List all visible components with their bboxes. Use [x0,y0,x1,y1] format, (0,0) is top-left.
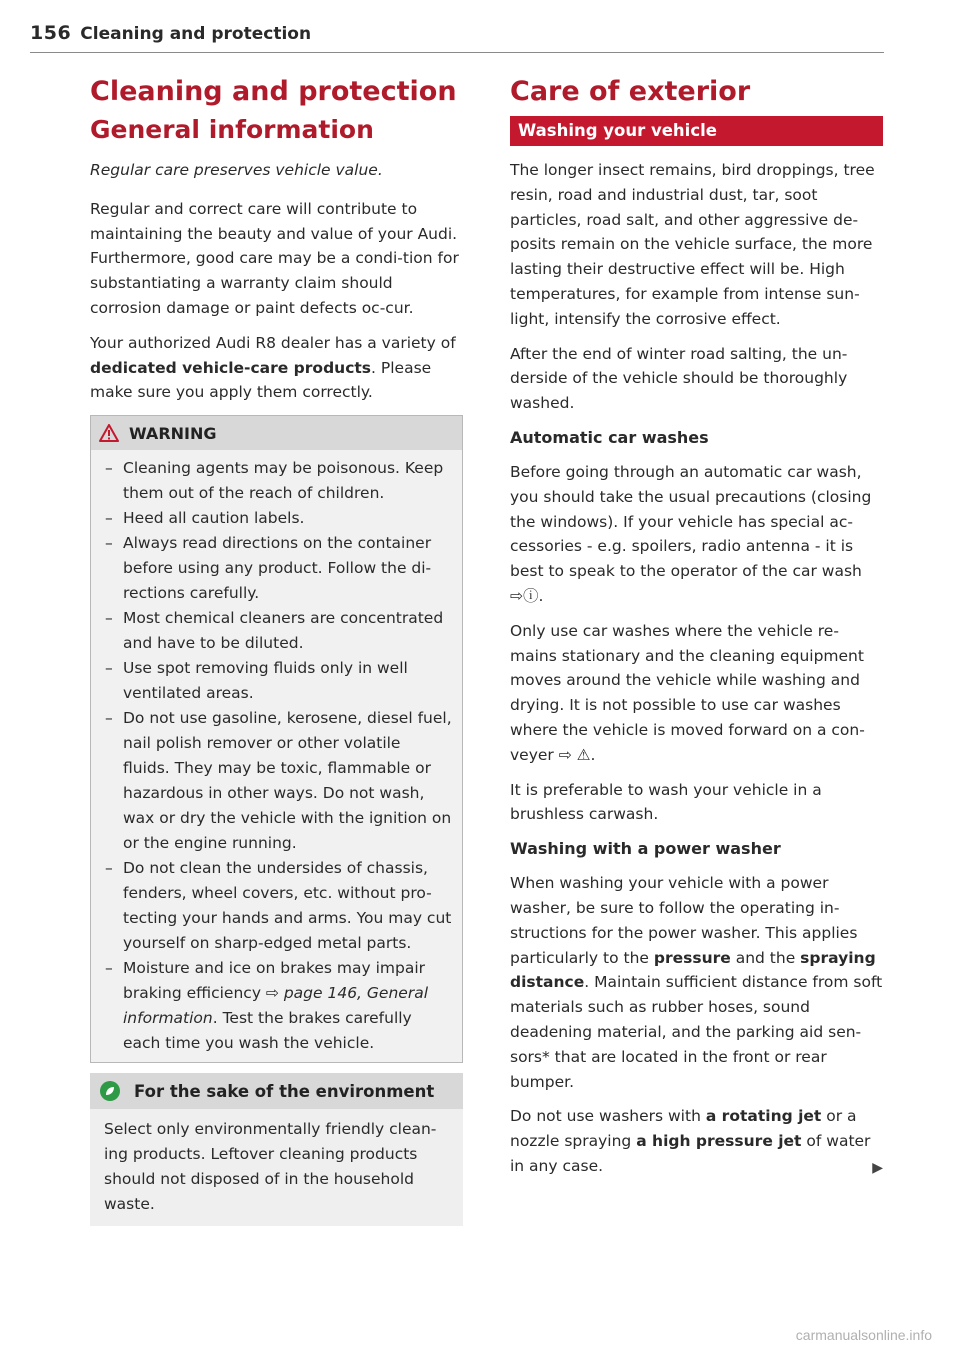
automatic-paragraph-3: It is preferable to wash your vehicle in a brushless carwash. [510,780,822,824]
warning-item: – Always read directions on the container before using any product. Follow the di-rections carefully. [105,534,432,603]
dealer-paragraph: Your authorized Audi R8 dealer has a variety of dedicated vehicle-care products. Please make sure you apply them correctly. [90,333,456,402]
running-head [30,22,884,53]
warning-item: – Do not clean the undersides of chassis, fenders, wheel covers, etc. without pro-tecting your hands and arms. You may cut yourself on sharp-edged metal parts. [105,859,452,953]
power-washer-heading: Washing with a power washer [510,839,781,859]
warning-item: – Cleaning agents may be poisonous. Keep them out of the reach of children. [105,459,444,503]
main-title: Cleaning and protection [90,76,457,107]
warning-title: WARNING [129,423,217,443]
running-head-title: Cleaning and protection [80,24,312,44]
warning-list [91,450,462,1062]
washing-banner: Washing your vehicle [510,116,883,146]
page-number: 156 [30,22,72,44]
warning-item: – Moisture and ice on brakes may impair braking efficiency ⇨ page 146, General information. Test the brakes carefully each time you wash the vehicle. [105,959,428,1053]
care-paragraph: Regular and correct care will contribute to maintaining the beauty and value of your Audi. Furthermore, good care may be a condi-tion for substantiating a warranty claim should corrosion damage or paint defects oc-cur. [90,199,459,317]
section-subtitle: General information [90,115,374,144]
exterior-title: Care of exterior [510,76,751,107]
warning-header [91,416,462,450]
page-reference-link[interactable]: ⇨ page 146, General information [123,984,428,1028]
intro-text: Regular care preserves vehicle value. [90,161,383,179]
environment-body [90,1109,463,1226]
warning-item: – Do not use gasoline, kerosene, diesel fuel, nail polish remover or other volatile fluids. They may be toxic, flammable or hazardous in other ways. Do not wash, wax or dry the vehicle with the ignition on or the engine running. [105,709,452,853]
warning-item: – Use spot removing fluids only in well ventilated areas. [105,659,408,703]
insect-paragraph: The longer insect remains, bird droppings, tree resin, road and industrial dust, tar, soot particles, road salt, and other aggressive de-posits remain on the vehicle surface, the more lasting their destructive effect will be. High temperatures, for example from intense sun-light, intensify the corrosive effect. [510,161,875,328]
automatic-washes-heading: Automatic car washes [510,427,709,447]
winter-paragraph: After the end of winter road salting, the un-derside of the vehicle should be thoroughly washed. [510,344,848,413]
automatic-paragraph-1: Before going through an automatic car wash, you should take the usual precautions (closing the windows). If your vehicle has special ac-cessories - e.g. spoilers, radio antenna - it is best to speak to the operator of the car wash ⇨ⓘ. [510,462,872,605]
watermark: carmanualsonline.info [795,1327,932,1343]
automatic-paragraph-2: Only use car washes where the vehicle re-mains stationary and the cleaning equipment moves around the vehicle while washing and drying. It is not possible to use car washes where the vehicle is moved forward on a con-veyer ⇨ ⚠. [510,621,865,764]
warning-box [90,415,463,1063]
continue-arrow-icon: ▶ [872,1159,883,1176]
warning-triangle-icon [99,424,119,442]
power-paragraph-1: When washing your vehicle with a power washer, be sure to follow the operating in-structions for the power washer. This applies particularly to the pressure and the spraying distance. Maintain sufficient distance from soft materials such as rubber hoses, sound deadening material, and the parking aid sen-sors* that are located in the front or rear bumper. [510,874,883,1091]
environment-header [90,1073,463,1109]
environment-leaf-icon [100,1081,120,1101]
left-column [90,72,463,1226]
power-paragraph-2: Do not use washers with a rotating jet or a nozzle spraying a high pressure jet of water in any case. ▶ [510,1104,883,1178]
environment-text: Select only environmentally friendly clean-ing products. Leftover cleaning products should not disposed of in the household waste. [104,1120,437,1213]
right-column [510,72,883,1189]
warning-item: – Heed all caution labels. [105,509,305,528]
environment-box [90,1073,463,1226]
warning-item: – Most chemical cleaners are concentrated and have to be diluted. [105,609,444,653]
environment-title: For the sake of the environment [134,1081,435,1101]
care-products-emphasis: dedicated vehicle-care products [90,358,372,377]
